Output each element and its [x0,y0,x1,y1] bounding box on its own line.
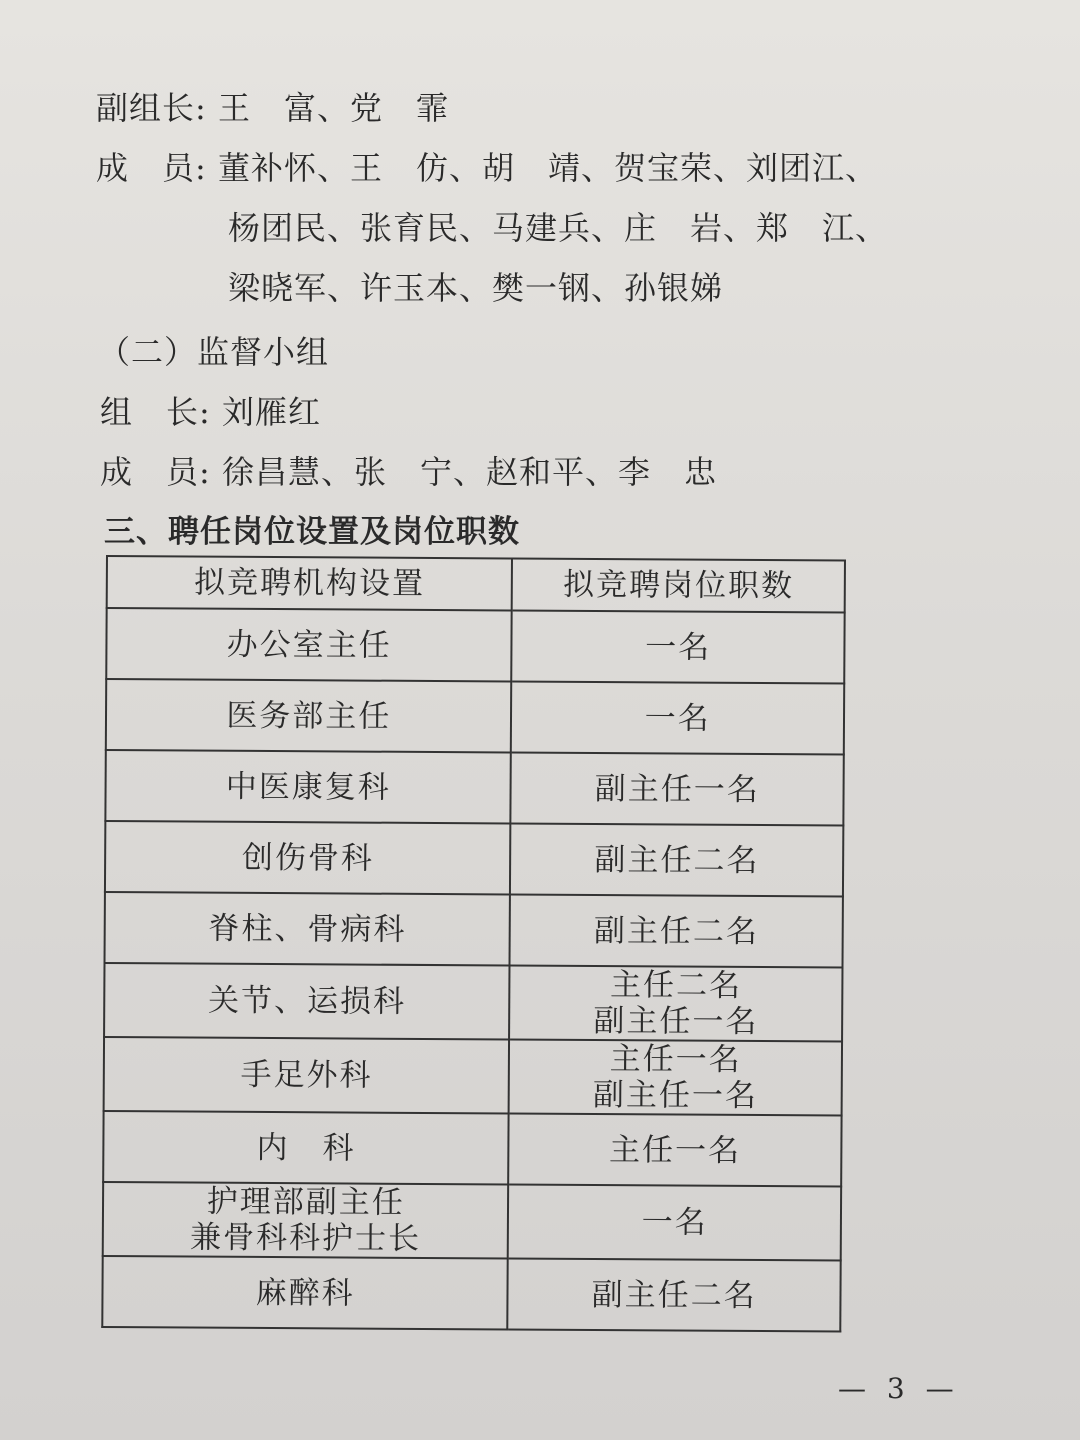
org-text: 兼骨科科护士长 [189,1219,422,1257]
table-header-row [107,556,845,613]
members-line-3 [228,268,723,308]
deputy-leader-line [96,88,449,128]
table-row [106,608,844,684]
org-cell [102,1256,508,1329]
org-text: 内 科 [256,1129,356,1167]
supervision-group-title: （二）监督小组 [98,333,330,371]
members-line-1 [96,148,878,188]
org-cell [106,608,512,681]
table-row [104,1037,842,1116]
count-text: 一名 [645,628,712,666]
supervision-members-label: 成 员: [100,453,211,491]
count-cell [510,894,843,967]
org-text: 麻醉科 [255,1274,355,1312]
page-number: — 3 — [838,1372,960,1405]
table-row [104,963,842,1042]
count-text: 副主任一名 [592,1076,759,1114]
org-text: 护理部副主任 [206,1183,405,1221]
members-names-1: 董补怀、王 仿、胡 靖、贺宝荣、刘团江、 [217,149,878,187]
org-cell [104,1037,510,1113]
org-text: 医务部主任 [226,697,392,735]
count-cell [508,1184,841,1260]
org-cell [103,1182,509,1258]
count-text: 主任一名 [609,1041,742,1078]
org-cell [105,892,511,965]
count-text: 主任二名 [610,967,743,1004]
table-row [103,1182,841,1261]
org-cell [104,963,510,1039]
count-text: 副主任二名 [594,841,760,879]
header-org: 拟竞聘机构设置 [107,556,513,610]
org-cell [105,821,511,894]
count-cell [511,681,844,754]
section3-heading: 三、聘任岗位设置及岗位职数 [104,514,520,550]
count-text: 副主任二名 [591,1276,757,1314]
org-text: 创伤骨科 [241,839,374,877]
org-text: 关节、运损科 [207,982,407,1020]
count-cell [511,752,844,825]
supervision-members-names: 徐昌慧、张 宁、赵和平、李 忠 [221,453,717,491]
header-count: 拟竞聘岗位职数 [512,558,845,612]
org-cell [103,1111,509,1184]
deputy-leader-names: 王 富、党 霏 [217,89,449,127]
count-text: 副主任一名 [594,770,760,808]
members-names-3: 梁晓军、许玉本、樊一钢、孙银娣 [228,269,724,307]
supervision-leader-name: 刘雁红 [221,393,321,431]
supervision-members-line [100,452,717,492]
table-row [106,679,844,755]
supervision-leader-label: 组 长: [100,393,211,431]
count-text: 主任一名 [609,1131,742,1169]
members-label: 成 员: [96,149,207,187]
count-text: 一名 [641,1204,708,1241]
count-cell [512,610,845,683]
members-line-2 [228,208,888,248]
table-row [105,821,843,897]
table-row [102,1256,840,1332]
org-cell [106,679,512,752]
deputy-leader-label: 副组长: [96,89,207,127]
count-cell [509,1113,842,1186]
count-cell [510,965,843,1041]
org-text: 中医康复科 [225,768,391,806]
org-cell [105,750,511,823]
count-cell [509,1039,842,1115]
table-row [105,750,843,826]
table-row [105,892,843,968]
count-text: 副主任一名 [593,1002,759,1040]
org-text: 办公室主任 [226,626,392,664]
table-row [103,1111,841,1187]
org-text: 脊柱、骨病科 [208,910,407,948]
supervision-leader-line [100,392,321,432]
count-cell [508,1258,841,1331]
members-names-2: 杨团民、张育民、马建兵、庄 岩、郑 江、 [228,209,889,247]
count-text: 一名 [644,699,711,737]
count-cell [510,823,843,896]
count-text: 副主任二名 [593,912,760,950]
positions-table [101,555,846,1333]
org-text: 手足外科 [240,1056,373,1094]
